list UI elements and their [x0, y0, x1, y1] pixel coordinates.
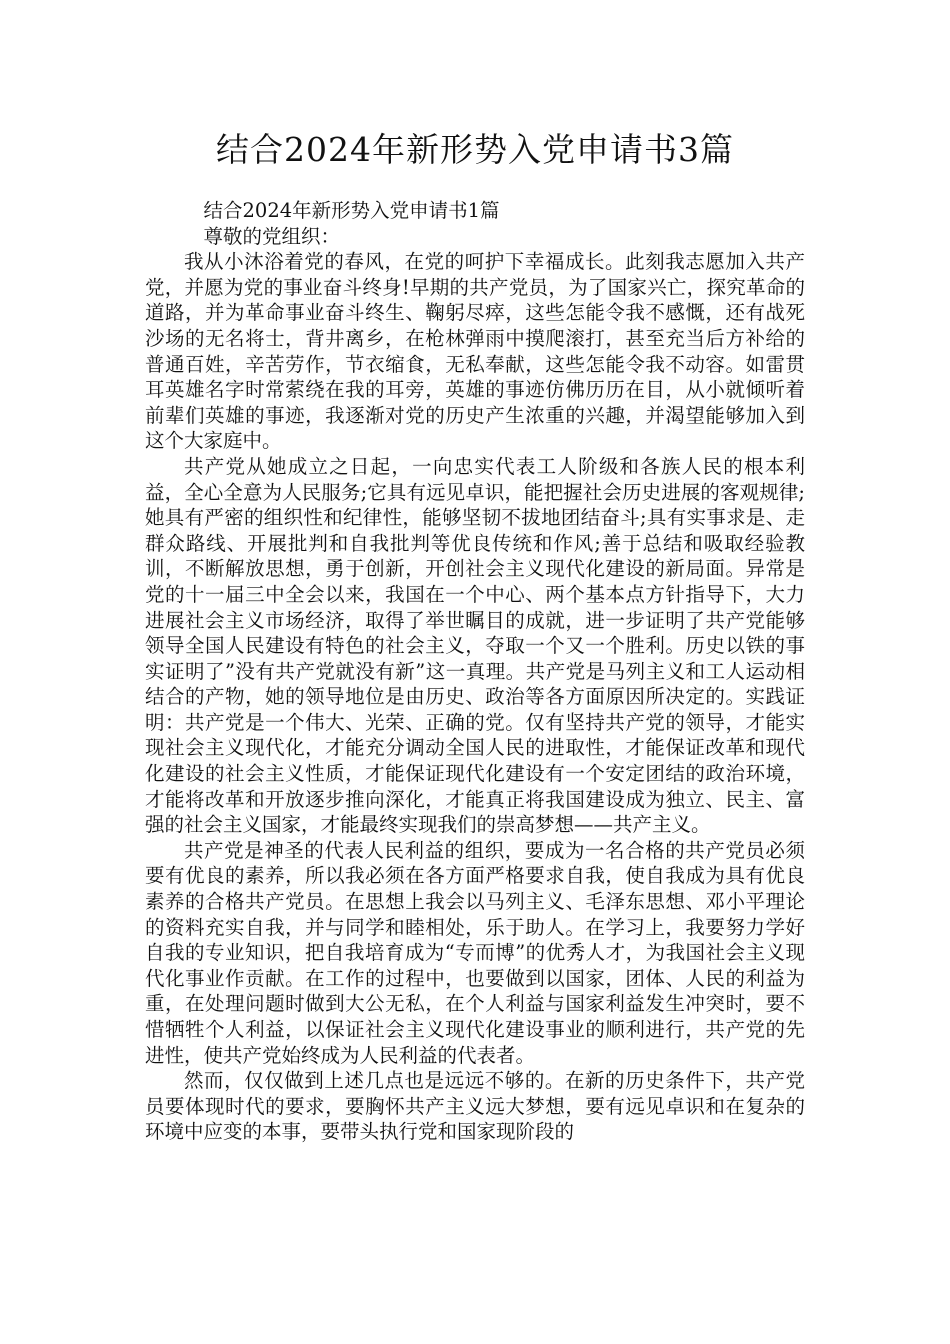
document-body — [145, 198, 805, 1145]
salutation: 尊敬的党组织： — [203, 224, 341, 248]
section-subtitle: 结合2024年新形势入党申请书1篇 — [203, 199, 500, 222]
paragraph-2: 共产党从她成立之日起，一向忠实代表工人阶级和各族人民的根本利益，全心全意为人民服务;它具有远见卓识，能把握社会历史进展的客观规律;她具有严密的组织性和纪律性，能够坚韧不拔地团结奋斗;具有实事求是、走群众路线、开展批判和自我批判等优良传统和作风;善于总结和吸取经验教训，不断解放思想，勇于创新，开创社会主义现代化建设的新局面。异常是党的十一届三中全会以来，我国在一个中心、两个基本点方针指导下，大力进展社会主义市场经济，取得了举世瞩目的成就，进一步证明了共产党能够领导全国人民建设有特色的社会主义，夺取一个又一个胜利。历史以铁的事实证明了”没有共产党就没有新”这一真理。共产党是马列主义和工人运动相结合的产物，她的领导地位是由历史、政治等各方面原因所决定的。实践证明：共产党是一个伟大、光荣、正确的党。仅有坚持共产党的领导，才能实现社会主义现代化，才能充分调动全国人民的进取性，才能保证改革和现代化建设的社会主义性质，才能保证现代化建设有一个安定团结的政治环境，才能将改革和开放逐步推向深化，才能真正将我国建设成为独立、民主、富强的社会主义国家，才能最终实现我们的崇高梦想——共产主义。 — [145, 454, 805, 837]
paragraph-1: 我从小沐浴着党的春风，在党的呵护下幸福成长。此刻我志愿加入共产党，并愿为党的事业奋斗终身!早期的共产党员，为了国家兴亡，探究革命的道路，并为革命事业奋斗终生、鞠躬尽瘁，这些怎能令我不感慨，还有战死沙场的无名将士，背井离乡，在枪林弹雨中摸爬滚打，甚至充当后方补给的普通百姓，辛苦劳作，节衣缩食，无私奉献，这些怎能令我不动容。如雷贯耳英雄名字时常萦绕在我的耳旁，英雄的事迹仿佛历历在目，从小就倾听着前辈们英雄的事迹，我逐渐对党的历史产生浓重的兴趣，并渴望能够加入到这个大家庭中。 — [145, 250, 805, 453]
paragraph-3: 共产党是神圣的代表人民利益的组织，要成为一名合格的共产党员必须要有优良的素养，所以我必须在各方面严格要求自我，使自我成为具有优良素养的合格共产党员。在思想上我会以马列主义、毛泽东思想、邓小平理论的资料充实自我，并与同学和睦相处，乐于助人。在学习上，我要努力学好自我的专业知识，把自我培育成为“专而博”的优秀人才，为我国社会主义现代化事业作贡献。在工作的过程中，也要做到以国家，团体、人民的利益为重，在处理问题时做到大公无私，在个人利益与国家利益发生冲突时，要不惜牺牲个人利益，以保证社会主义现代化建设事业的顺利进行，共产党的先进性，使共产党始终成为人民利益的代表者。 — [145, 838, 805, 1067]
document-title: 结合2024年新形势入党申请书3篇 — [216, 130, 734, 169]
paragraph-4: 然而，仅仅做到上述几点也是远远不够的。在新的历史条件下，共产党员要体现时代的要求，要胸怀共产主义远大梦想，要有远见卓识和在复杂的环境中应变的本事，要带头执行党和国家现阶段的 — [145, 1069, 805, 1144]
